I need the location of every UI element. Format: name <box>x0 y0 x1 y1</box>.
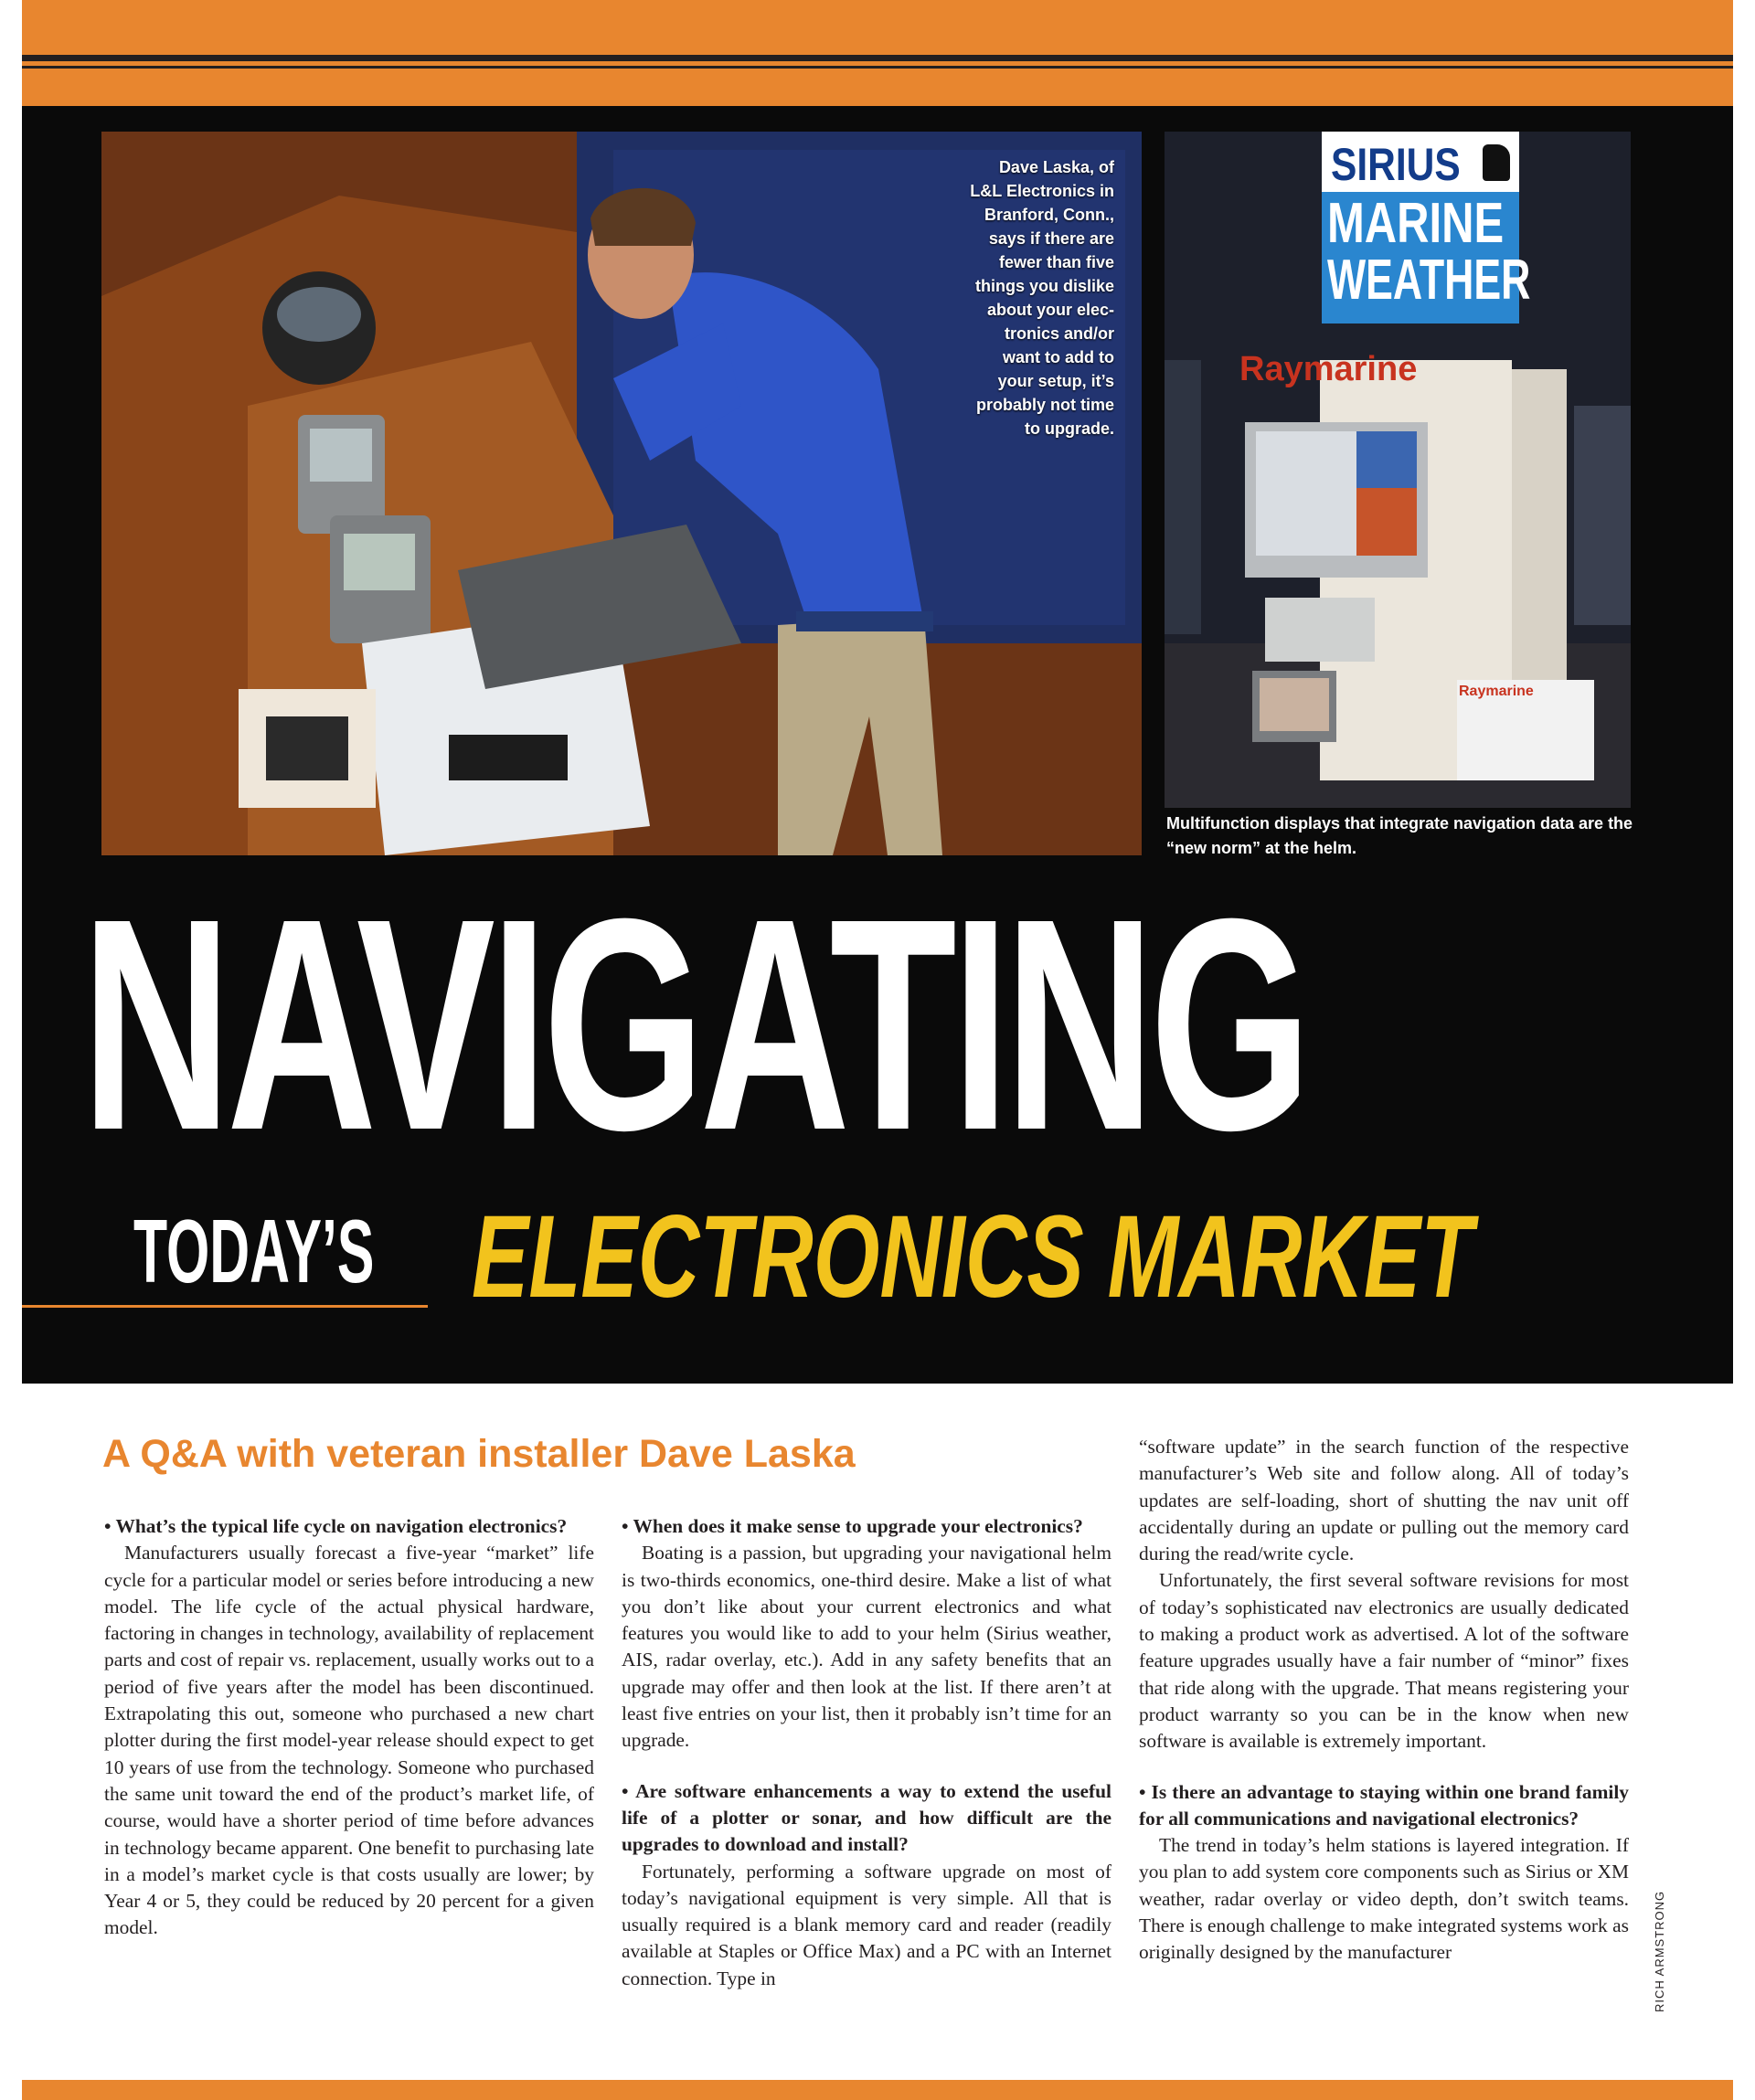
bottom-orange-band <box>22 2080 1733 2100</box>
sirius-dog-icon <box>1483 144 1510 181</box>
question-brand-family: • Is there an advantage to staying within one brand family for all communications and navigational electronics? <box>1139 1780 1629 1830</box>
sirius-brand-text: SIRIUS <box>1331 139 1461 190</box>
hero-panel <box>22 106 1733 1384</box>
article-deck: A Q&A with veteran installer Dave Laska <box>102 1432 856 1476</box>
answer-software-continued: “software update” in the search function of the respective manufacturer’s Web site and follow along. All of today’s updates are self-loading, short of shutting the nav unit off accidentally during an update or pulling out the memory card during the read/write cycle. <box>1139 1436 1629 1565</box>
article-column-1 <box>104 1513 594 1942</box>
photo-credit: RICH ARMSTRONG <box>1653 1890 1666 2012</box>
sirius-sign <box>1322 132 1531 323</box>
question-software: • Are software enhancements a way to extend the useful life of a plotter or sonar, and how difficult are the upgrades to download and install? <box>622 1779 1112 1856</box>
article-column-2 <box>622 1513 1112 1992</box>
subhead-electronics-market: ELECTRONICS MARKET <box>472 1192 1473 1322</box>
answer-software-revisions: Unfortunately, the first several software revisions for most of today’s sophisticated nav electronics are usually dedicated to making a product work as advertised. A lot of the software feature upgrades usually have a fair number of “minor” fixes that ride along with the upgrade. That means registering your product warranty so you can be in the know when new software is available is extremely important. <box>1139 1569 1629 1753</box>
paragraph-gap <box>1139 1755 1629 1779</box>
top-band-rule-thick <box>22 55 1733 61</box>
booth-photo-caption: Multifunction displays that integrate navigation data are the “new norm” at the helm. <box>1166 814 1633 857</box>
question-when-upgrade: • When does it make sense to upgrade your electronics? <box>622 1515 1083 1537</box>
raymarine-logo-small: Raymarine <box>1459 684 1534 699</box>
subhead-todays: TODAY’S <box>133 1201 375 1301</box>
raymarine-logo: Raymarine <box>1239 350 1418 388</box>
weather-text: WEATHER <box>1327 249 1531 312</box>
question-lifecycle: • What’s the typical life cycle on navigation electronics? <box>104 1515 568 1537</box>
answer-when-upgrade: Boating is a passion, but upgrading your navigational helm is two-thirds economics, one-third desire. Make a list of what you don’t like about your current electronics and what features you would like to add to your helm (Sirius weather, AIS, radar overlay, etc.). Add in any safety benefits that an upgrade may offer and then look at the list. If there aren’t at least five entries on your list, then it probably isn’t time for an upgrade. <box>622 1542 1112 1752</box>
headline-navigating: NAVIGATING <box>81 855 1307 1193</box>
sirius-booth-photo <box>1165 132 1631 808</box>
subhead-orange-rule <box>22 1305 428 1308</box>
answer-brand-family: The trend in today’s helm stations is layered integration. If you plan to add system core components such as Sirius or XM weather, radar overlay or video depth, don’t switch teams. There is enough challenge to make integrated systems work as originally designed by the manufacturer <box>1139 1834 1629 1964</box>
installer-photo-caption: Dave Laska, of L&L Electronics in Branford, Conn., says if there are fewer than five things you dislike about your elec- tronics and/or want to add to your setup, it’s probably not time to upgrade. <box>970 158 1114 438</box>
paragraph-gap <box>622 1755 1112 1778</box>
installer-photo <box>101 132 1142 855</box>
answer-software: Fortunately, performing a software upgrade on most of today’s navigational equipment is very simple. All that is usually required is a blank memory card and reader (readily available at Staples or Office Max) and a PC with an Internet connection. Type in <box>622 1860 1112 1989</box>
answer-lifecycle: Manufacturers usually forecast a five-year “market” life cycle for a particular model or series before introducing a new model. The life cycle of the actual physical hardware, factoring in changes in technology, availability of replacement parts and cost of repair vs. replacement, usually works out to a period of five years after the model has been discontinued. Extrapolating this out, someone who purchased a new chart plotter during the first model-year release should expect to get 10 years of use from the technology. Someone who purchased the same unit toward the end of the product’s market life, of course, would have a shorter period of time before advances in technology became apparent. One benefit to purchasing late in a model’s market cycle is that costs usually are lower; by Year 4 or 5, they could be reduced by 20 percent for a given model. <box>104 1542 594 1939</box>
article-column-3 <box>1139 1434 1629 1967</box>
top-orange-band <box>22 0 1733 106</box>
top-band-rule-thin <box>22 66 1733 69</box>
marine-text: MARINE <box>1327 192 1505 255</box>
